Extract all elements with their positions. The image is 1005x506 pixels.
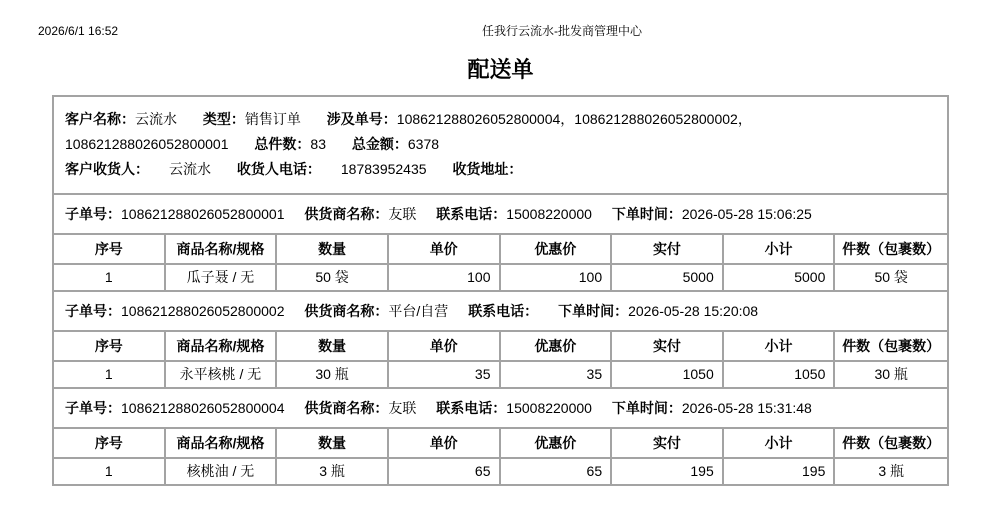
cell-unit-price: 100 — [389, 265, 501, 290]
sub-order-no-value: 108621288026052800004 — [121, 400, 285, 416]
header-unit-price: 单价 — [389, 429, 501, 457]
cell-index: 1 — [54, 265, 166, 290]
order-time-label: 下单时间： — [611, 206, 682, 222]
header-packages: 件数（包裹数） — [842, 435, 941, 451]
receiver-field — [65, 161, 211, 177]
summary-line-3 — [65, 157, 947, 182]
table-row — [54, 360, 947, 387]
cell-product: 永平核桃 / 无 — [166, 362, 278, 387]
cell-paid: 195 — [612, 459, 724, 484]
related-order-separator: ， — [737, 111, 752, 127]
cell-subtotal: 5000 — [724, 265, 836, 290]
header-index: 序号 — [54, 429, 166, 457]
header-unit-price: 单价 — [389, 235, 501, 263]
order-type-label: 类型： — [202, 111, 245, 127]
supplier-field — [304, 303, 448, 319]
header-subtotal: 小计 — [724, 429, 836, 457]
phone-value: 15008220000 — [506, 206, 592, 222]
customer-name-value: 云流水 — [135, 111, 177, 127]
cell-index: 1 — [54, 459, 166, 484]
receiver-phone-value: 18783952435 — [340, 161, 427, 177]
header-quantity: 数量 — [277, 332, 389, 360]
order-time-label: 下单时间： — [558, 303, 629, 319]
sub-order-no-field — [65, 206, 285, 222]
order-time-field — [612, 206, 812, 222]
order-time-value: 2026-05-28 15:20:08 — [628, 303, 759, 319]
table-header-row — [54, 427, 947, 457]
cell-discount-price: 65 — [501, 459, 613, 484]
header-paid: 实付 — [612, 332, 724, 360]
header-quantity: 数量 — [277, 429, 389, 457]
print-datetime: 2026/6/1 16:52 — [38, 24, 119, 38]
receiver-value: 云流水 — [169, 161, 211, 177]
total-qty-label: 总件数： — [254, 136, 311, 152]
cell-quantity: 3 瓶 — [277, 459, 389, 484]
header-quantity: 数量 — [277, 235, 389, 263]
header-product: 商品名称/规格 — [166, 332, 278, 360]
phone-label: 联系电话： — [436, 400, 507, 416]
total-amount-field — [352, 136, 439, 152]
header-discount-price: 优惠价 — [501, 332, 613, 360]
header-index: 序号 — [54, 332, 166, 360]
related-order-number: 108621288026052800001 — [65, 136, 229, 152]
sub-order-no-label: 子单号： — [65, 303, 121, 319]
phone-field — [436, 400, 592, 416]
receiver-label: 客户收货人： — [65, 161, 149, 177]
order-type-value: 销售订单 — [244, 111, 301, 127]
supplier-value: 平台/自营 — [388, 303, 449, 319]
sub-order-header — [54, 389, 947, 427]
receiver-phone-field — [237, 161, 427, 177]
cell-packages: 30 瓶 — [874, 366, 908, 382]
supplier-value: 友联 — [388, 206, 417, 222]
phone-field — [468, 303, 538, 319]
header-discount-price: 优惠价 — [501, 429, 613, 457]
cell-discount-price: 100 — [501, 265, 613, 290]
cell-index: 1 — [54, 362, 166, 387]
sub-order-header — [54, 195, 947, 233]
total-amount-label: 总金额： — [351, 136, 408, 152]
cell-quantity: 50 袋 — [277, 265, 389, 290]
cell-discount-price: 35 — [501, 362, 613, 387]
related-orders-field — [327, 111, 752, 127]
sub-order-no-label: 子单号： — [65, 400, 121, 416]
header-packages: 件数（包裹数） — [842, 338, 941, 354]
cell-subtotal: 195 — [724, 459, 836, 484]
header-unit-price: 单价 — [389, 332, 501, 360]
header-product: 商品名称/规格 — [166, 235, 278, 263]
header-product: 商品名称/规格 — [166, 429, 278, 457]
header-index: 序号 — [54, 235, 166, 263]
related-orders-label: 涉及单号： — [326, 111, 397, 127]
sub-order-no-field — [65, 303, 285, 319]
cell-unit-price: 65 — [389, 459, 501, 484]
sub-order-no-field — [65, 400, 285, 416]
cell-unit-price: 35 — [389, 362, 501, 387]
supplier-field — [304, 206, 416, 222]
header-packages: 件数（包裹数） — [842, 241, 941, 257]
header-paid: 实付 — [612, 235, 724, 263]
supplier-label: 供货商名称： — [304, 400, 389, 416]
order-time-label: 下单时间： — [611, 400, 682, 416]
summary-line-1 — [65, 107, 947, 132]
table-row — [54, 457, 947, 484]
sub-order-no-value: 108621288026052800002 — [121, 303, 285, 319]
order-time-value: 2026-05-28 15:06:25 — [681, 206, 812, 222]
print-page-title: 任我行云流水-批发商管理中心 — [482, 24, 642, 38]
address-label: 收货地址： — [452, 161, 523, 177]
sub-order-block — [54, 389, 947, 484]
order-type-field — [203, 111, 301, 127]
total-qty-field — [254, 136, 326, 152]
supplier-value: 友联 — [388, 400, 417, 416]
summary-line-2 — [65, 132, 947, 157]
total-qty-value: 83 — [310, 136, 326, 152]
receiver-phone-label: 收货人电话： — [236, 161, 321, 177]
customer-name-label: 客户名称： — [65, 111, 135, 127]
address-field — [452, 161, 522, 177]
cell-paid: 1050 — [612, 362, 724, 387]
customer-name-field — [65, 111, 177, 127]
supplier-label: 供货商名称： — [304, 303, 389, 319]
related-order-number: 108621288026052800004 — [396, 111, 561, 127]
total-amount-value: 6378 — [407, 136, 440, 152]
header-paid: 实付 — [612, 429, 724, 457]
cell-product: 核桃油 / 无 — [166, 459, 278, 484]
header-subtotal: 小计 — [724, 235, 836, 263]
cell-quantity: 30 瓶 — [277, 362, 389, 387]
phone-label: 联系电话： — [436, 206, 507, 222]
phone-value: 15008220000 — [506, 400, 592, 416]
sub-order-block — [54, 195, 947, 292]
order-time-field — [612, 400, 812, 416]
table-header-row — [54, 330, 947, 360]
sub-order-no-label: 子单号： — [65, 206, 121, 222]
sub-order-header — [54, 292, 947, 330]
header-discount-price: 优惠价 — [501, 235, 613, 263]
phone-label: 联系电话： — [468, 303, 539, 319]
supplier-field — [304, 400, 416, 416]
cell-product: 瓜子聂 / 无 — [166, 265, 278, 290]
cell-packages: 3 瓶 — [878, 463, 905, 479]
summary-section — [54, 97, 947, 195]
cell-packages: 50 袋 — [874, 269, 908, 285]
cell-subtotal: 1050 — [724, 362, 836, 387]
related-order-number: 108621288026052800002 — [574, 111, 738, 127]
phone-field — [436, 206, 592, 222]
related-order-separator: ， — [560, 111, 575, 127]
cell-paid: 5000 — [612, 265, 724, 290]
table-header-row — [54, 233, 947, 263]
document-title: 配送单 — [467, 57, 534, 82]
delivery-sheet — [52, 95, 949, 486]
order-time-field — [558, 303, 758, 319]
sub-order-no-value: 108621288026052800001 — [121, 206, 285, 222]
order-time-value: 2026-05-28 15:31:48 — [681, 400, 812, 416]
table-row — [54, 263, 947, 290]
sub-order-block — [54, 292, 947, 389]
supplier-label: 供货商名称： — [304, 206, 389, 222]
header-subtotal: 小计 — [724, 332, 836, 360]
